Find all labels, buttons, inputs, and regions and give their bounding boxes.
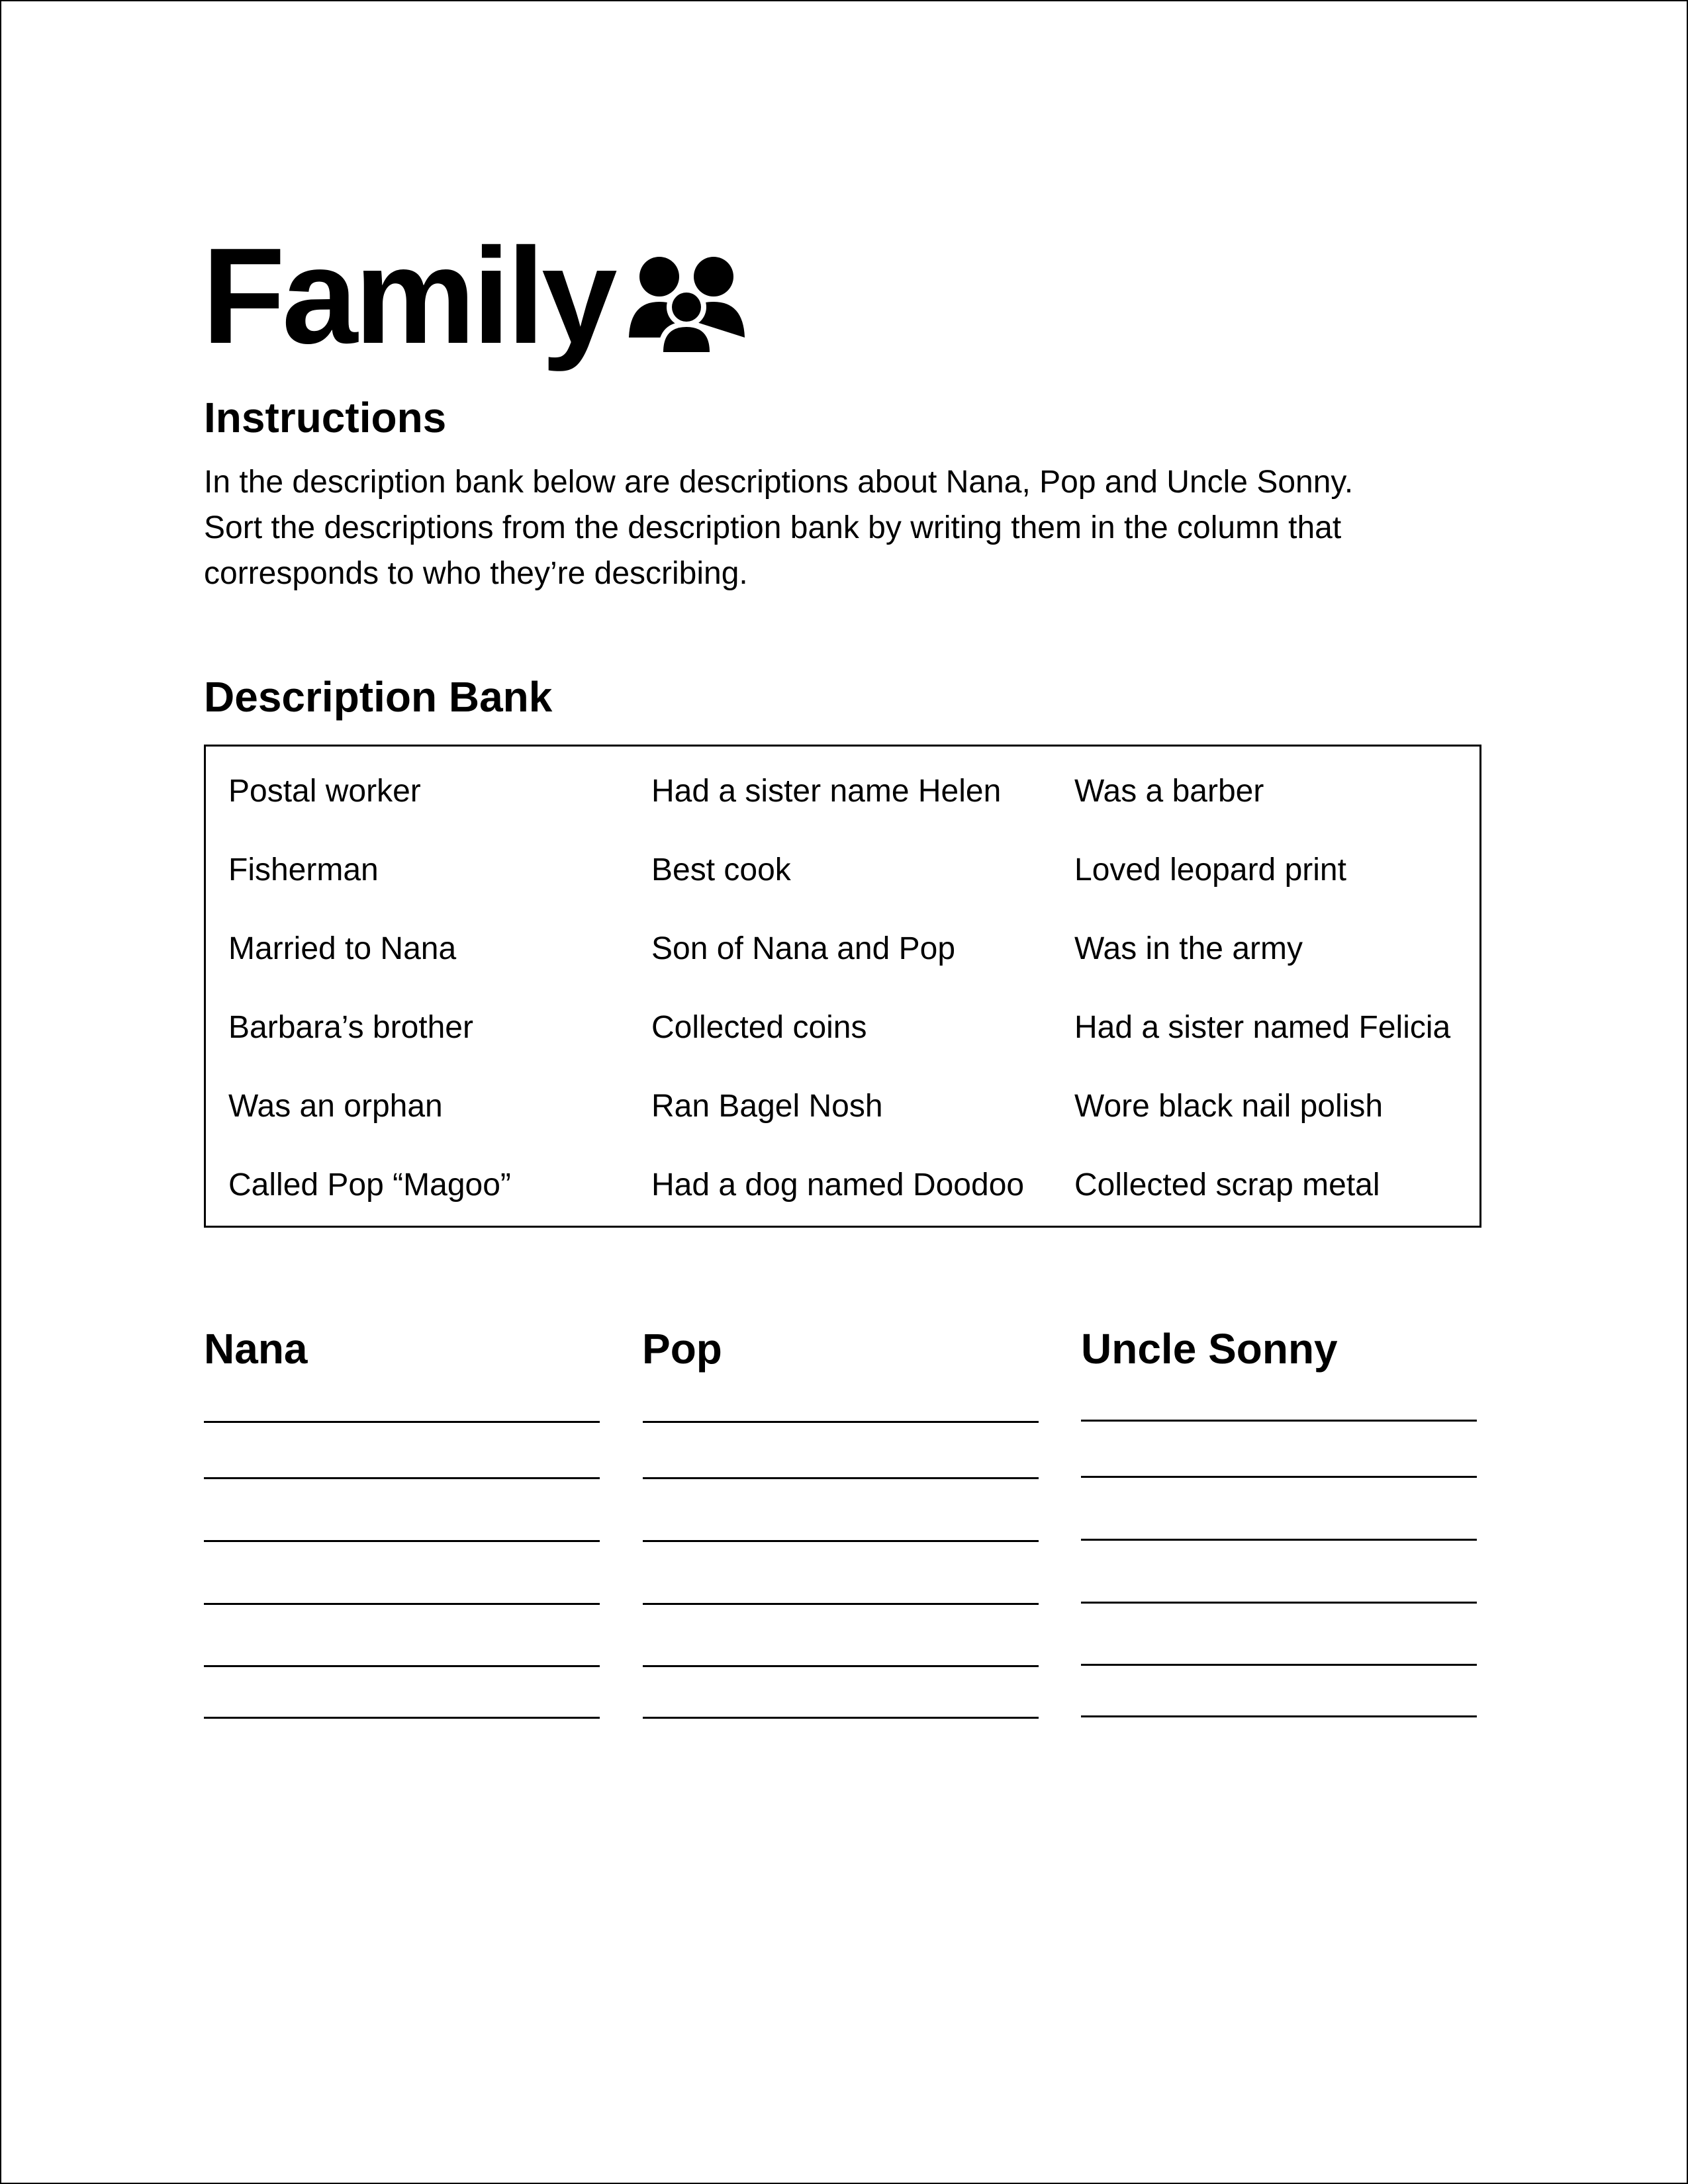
- bank-item: Had a sister named Felicia: [1074, 1010, 1451, 1045]
- instructions-line: Sort the descriptions from the description bank by writing them in the column that: [204, 510, 1342, 545]
- writing-line[interactable]: [643, 1603, 1039, 1605]
- bank-item: Best cook: [651, 852, 791, 887]
- column-heading-uncle-sonny: Uncle Sonny: [1081, 1325, 1338, 1373]
- bank-item: Had a sister name Helen: [651, 774, 1002, 809]
- bank-item: Ran Bagel Nosh: [651, 1089, 883, 1124]
- instructions-line: corresponds to who they’re describing.: [204, 556, 748, 591]
- writing-line[interactable]: [204, 1717, 600, 1719]
- bank-item: Collected coins: [651, 1010, 867, 1045]
- description-bank-box: [204, 745, 1481, 1228]
- writing-line[interactable]: [204, 1477, 600, 1479]
- writing-line[interactable]: [1081, 1539, 1477, 1541]
- instructions-line: In the description bank below are descriptions about Nana, Pop and Uncle Sonny.: [204, 465, 1354, 500]
- family-icon: [629, 253, 745, 352]
- bank-item: Fisherman: [228, 852, 379, 887]
- bank-item: Son of Nana and Pop: [651, 931, 956, 966]
- writing-line[interactable]: [643, 1540, 1039, 1542]
- page-title: Family: [202, 220, 614, 372]
- column-heading-nana: Nana: [204, 1325, 308, 1373]
- writing-line[interactable]: [1081, 1602, 1477, 1604]
- writing-line[interactable]: [1081, 1476, 1477, 1478]
- bank-item: Barbara’s brother: [228, 1010, 473, 1045]
- instructions-text: [204, 459, 1462, 596]
- writing-line[interactable]: [643, 1717, 1039, 1719]
- writing-line[interactable]: [204, 1665, 600, 1667]
- writing-line[interactable]: [643, 1477, 1039, 1479]
- bank-item: Was a barber: [1074, 774, 1264, 809]
- writing-line[interactable]: [204, 1603, 600, 1605]
- bank-item: Loved leopard print: [1074, 852, 1346, 887]
- bank-item: Married to Nana: [228, 931, 457, 966]
- bank-item: Wore black nail polish: [1074, 1089, 1383, 1124]
- writing-line[interactable]: [643, 1665, 1039, 1667]
- description-bank-heading: Description Bank: [204, 673, 553, 721]
- writing-line[interactable]: [204, 1421, 600, 1423]
- bank-item: Called Pop “Magoo”: [228, 1167, 511, 1203]
- writing-line[interactable]: [204, 1540, 600, 1542]
- bank-item: Had a dog named Doodoo: [651, 1167, 1025, 1203]
- column-heading-pop: Pop: [642, 1325, 722, 1373]
- writing-line[interactable]: [1081, 1664, 1477, 1666]
- bank-item: Was in the army: [1074, 931, 1303, 966]
- writing-line[interactable]: [1081, 1420, 1477, 1422]
- bank-item: Postal worker: [228, 774, 421, 809]
- bank-item: Was an orphan: [228, 1089, 443, 1124]
- writing-line[interactable]: [1081, 1715, 1477, 1717]
- title-row: [202, 218, 745, 372]
- instructions-heading: Instructions: [204, 394, 447, 441]
- bank-item: Collected scrap metal: [1074, 1167, 1380, 1203]
- writing-line[interactable]: [643, 1421, 1039, 1423]
